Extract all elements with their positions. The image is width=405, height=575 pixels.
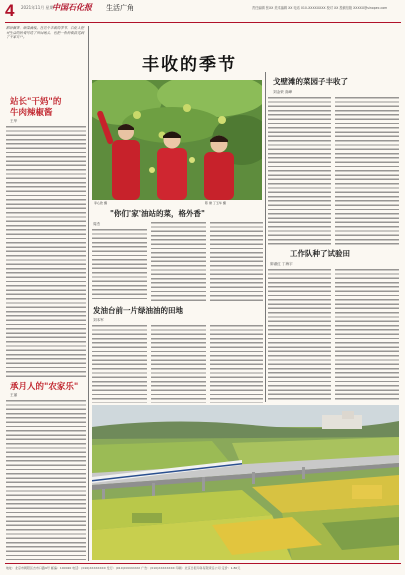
left-article-body xyxy=(6,126,86,378)
center-byline: 周杰 xyxy=(93,222,101,226)
landscape-illustration xyxy=(92,405,399,560)
center-headline: "你们'家'油站的菜，格外香" xyxy=(110,209,205,218)
footer-info: 地址：北京市朝阳区吉市口路9号 邮编：100020 电话：(010)XXXXXXXX 发行：(010)XXXXXXXX 广告：(010)XXXXXXXX 印刷：北京日报印务有限责任公司 定价：1.80元 xyxy=(6,566,241,570)
left-headline-3: 承月人的"农家乐" xyxy=(10,382,79,392)
right-top-byline: 刘金荣 高峰 xyxy=(273,90,293,94)
center-body-col2 xyxy=(151,222,206,301)
left-byline: 王华 xyxy=(10,119,18,123)
main-title: 丰收的季节 xyxy=(142,55,237,75)
middle-body-col1 xyxy=(92,325,147,403)
section-title: 生活广角 xyxy=(106,4,134,12)
page-number: 4 xyxy=(5,1,15,20)
editor-info: 责任编辑 张XX 美术编辑 XX 电话 010-XXXXXXXX 校对 XX 投稿信箱 XXXXX@sinopec.com xyxy=(252,6,388,10)
right-mid-body-col1 xyxy=(268,269,331,402)
column-divider-left xyxy=(88,26,89,561)
right-mid-byline: 廖淑红 丁海宇 xyxy=(270,262,293,266)
middle-headline: 发油台前一片绿油油的田地 xyxy=(93,306,183,315)
middle-body-col3 xyxy=(210,325,263,403)
right-mid-headline: 工作队种了试验田 xyxy=(290,249,350,258)
center-body-col3 xyxy=(210,222,263,301)
photo-credit-right: 陈 健 丁玉华 摄 xyxy=(205,201,226,205)
right-top-body-col2 xyxy=(335,97,399,245)
right-top-body-col1 xyxy=(268,97,331,245)
middle-body-col2 xyxy=(151,325,206,403)
left-article-body-3 xyxy=(6,400,86,560)
left-headline-line2: 牛肉辣椒酱 xyxy=(10,108,53,118)
photo-fruit-harvest xyxy=(92,80,262,200)
footer-rule xyxy=(5,563,401,564)
intro-quote: 稻谷飘香，硕果满枝。在这个丰收的季节，石化人把对生活的热爱写进了田间地头，也把一份份收获送到了千家万户。 xyxy=(6,26,84,40)
issue-date: 2021年11月 星期一 xyxy=(21,5,58,10)
middle-byline: 刘本军 xyxy=(93,318,104,322)
column-divider-right xyxy=(265,72,266,402)
header-rule xyxy=(5,22,401,23)
left-byline-3: 王丽 xyxy=(10,393,18,397)
photo-credit-left: 李心欣 摄 xyxy=(94,201,107,205)
right-top-headline: 戈壁滩的菜园子丰收了 xyxy=(273,77,348,86)
photo-railway-fields xyxy=(92,405,399,560)
left-headline-line1: 站长"干妈"的 xyxy=(10,97,62,107)
center-body-col1 xyxy=(92,229,147,301)
orchard-illustration xyxy=(92,80,262,200)
masthead-logo: 中国石化报 xyxy=(52,2,92,12)
right-mid-body-col2 xyxy=(335,269,399,402)
